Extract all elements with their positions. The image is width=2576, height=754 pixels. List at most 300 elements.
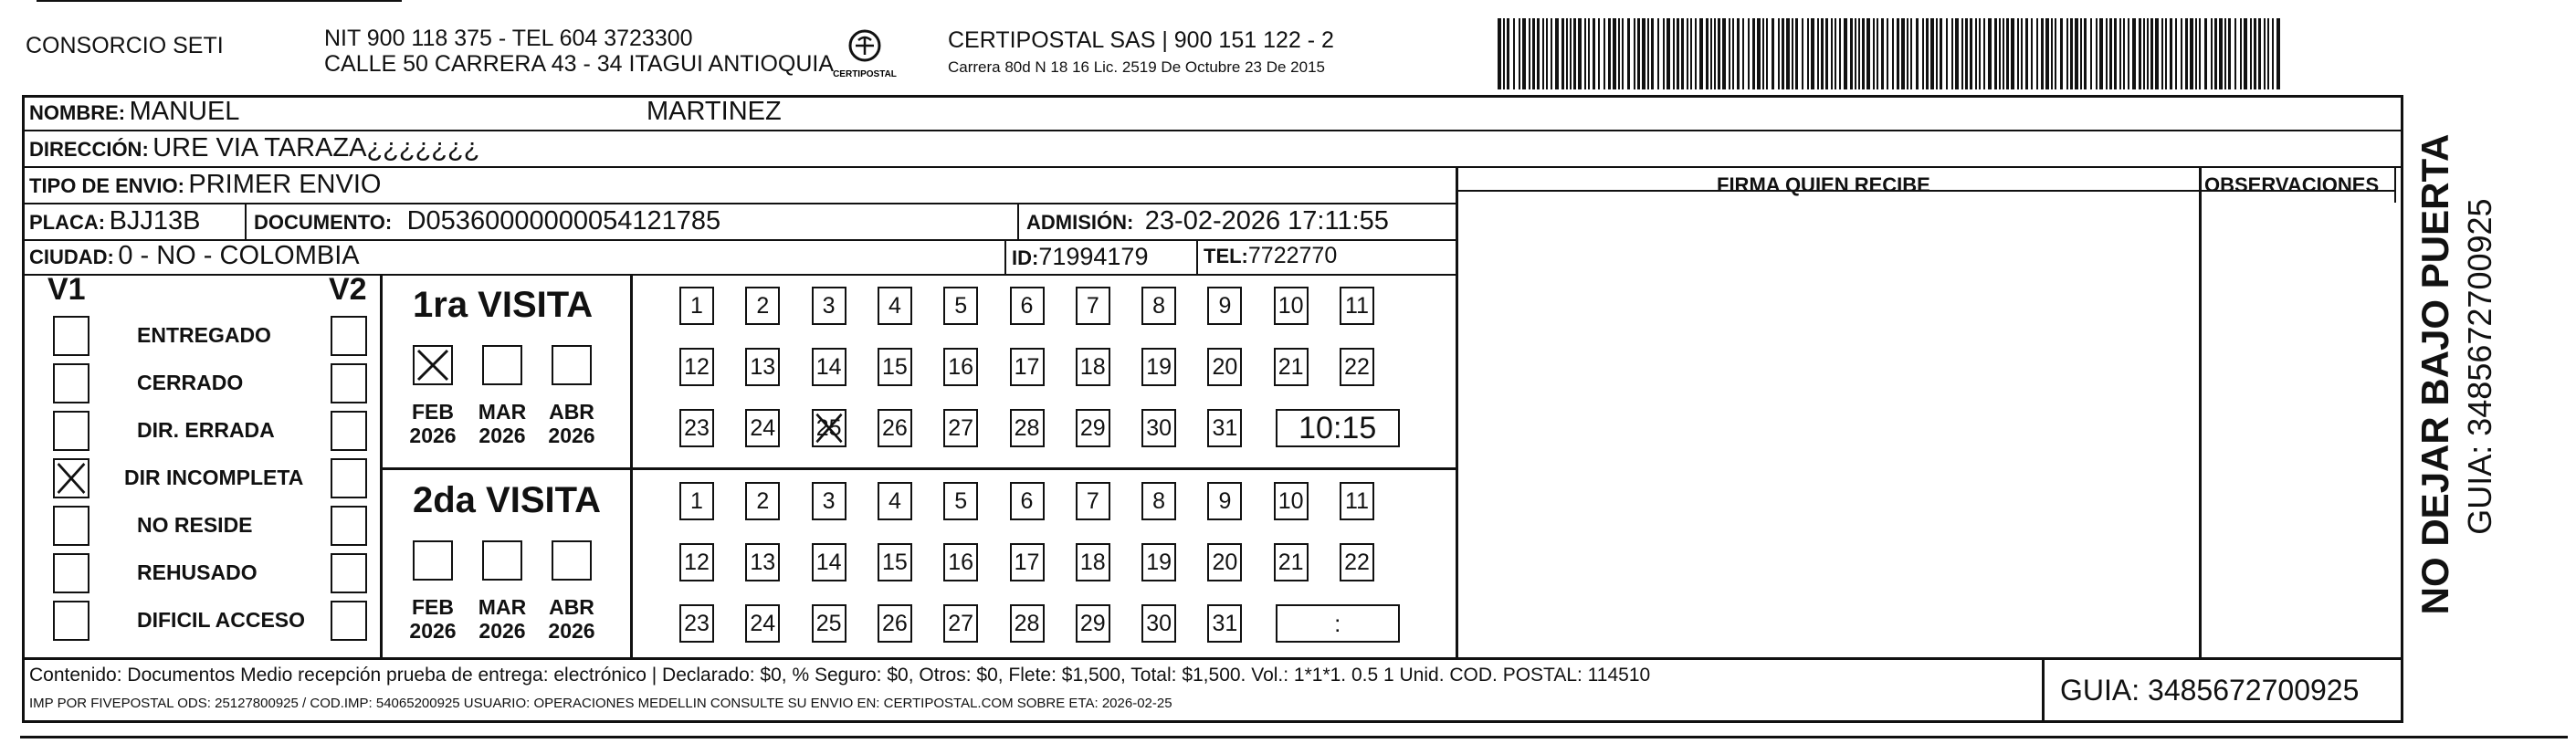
- day-number: 22: [1344, 353, 1370, 380]
- day-box[interactable]: [878, 409, 912, 447]
- barcode-bar: [2234, 18, 2236, 89]
- day-box[interactable]: [1010, 604, 1045, 643]
- month-name: ABR: [549, 400, 594, 424]
- barcode-bar: [1752, 18, 1755, 89]
- day-box[interactable]: [1076, 482, 1110, 520]
- day-box[interactable]: [1340, 287, 1374, 325]
- barcode-bar: [1551, 18, 1552, 89]
- barcode-bar: [1748, 18, 1750, 89]
- barcode-bar: [1844, 18, 1847, 89]
- barcode-bar: [2244, 18, 2247, 89]
- barcode-bar: [1657, 18, 1659, 89]
- barcode-bar: [1940, 18, 1942, 89]
- barcode: [1498, 18, 2283, 89]
- barcode-bar: [1999, 18, 2001, 89]
- day-number: 12: [684, 549, 710, 575]
- month-year: 2026: [409, 619, 457, 643]
- barcode-bar: [1994, 18, 1997, 89]
- barcode-bar: [1737, 18, 1740, 89]
- barcode-bar: [1714, 18, 1716, 89]
- day-number: 4: [888, 487, 901, 514]
- v2-checkbox[interactable]: [331, 601, 367, 641]
- v2-label: V2: [329, 272, 367, 307]
- day-box[interactable]: [1076, 543, 1110, 581]
- day-number: 13: [750, 353, 776, 380]
- barcode-bar: [1835, 18, 1836, 89]
- time-value: 10:15: [1299, 410, 1377, 445]
- month-checkbox[interactable]: [552, 540, 592, 581]
- barcode-bar: [2096, 18, 2098, 89]
- barcode-bar: [1651, 18, 1654, 89]
- day-box[interactable]: [1207, 348, 1242, 386]
- v1-checkbox[interactable]: [53, 506, 89, 546]
- day-number: 3: [822, 292, 836, 319]
- barcode-bar: [1732, 18, 1734, 89]
- barcode-bar: [1887, 18, 1888, 89]
- day-box[interactable]: [1076, 287, 1110, 325]
- barcode-bar: [2190, 18, 2193, 89]
- barcode-bar: [1901, 18, 1905, 89]
- day-box[interactable]: [679, 543, 714, 581]
- barcode-bar: [1877, 18, 1878, 89]
- documento-value: D05360000000054121785: [406, 206, 721, 236]
- day-number: 30: [1146, 610, 1172, 636]
- day-number: 22: [1344, 549, 1370, 575]
- day-number: 2: [756, 292, 770, 319]
- day-box[interactable]: [943, 409, 978, 447]
- barcode-bar: [2143, 18, 2145, 89]
- day-box[interactable]: [1010, 409, 1045, 447]
- barcode-bar: [1667, 18, 1670, 89]
- barcode-bar: [1926, 18, 1929, 89]
- barcode-bar: [1710, 18, 1712, 89]
- direccion-value: URE VIA TARAZA¿¿¿¿¿¿¿: [152, 133, 480, 162]
- direccion-label: DIRECCIÓN:: [29, 138, 149, 161]
- day-box[interactable]: [1141, 348, 1176, 386]
- barcode-bar: [2123, 18, 2125, 89]
- v1-checkbox[interactable]: [53, 553, 89, 593]
- barcode-bar: [2224, 18, 2226, 89]
- barcode-bar: [1573, 18, 1576, 89]
- row-rule: [22, 274, 1456, 276]
- day-number: 14: [815, 353, 842, 380]
- barcode-bar: [1578, 18, 1582, 89]
- row-rule: [22, 203, 1456, 204]
- barcode-bar: [1722, 18, 1726, 89]
- row-rule: [22, 130, 2403, 131]
- month-checkbox[interactable]: [482, 540, 522, 581]
- day-number: 20: [1212, 549, 1238, 575]
- barcode-bar: [1821, 18, 1824, 89]
- barcode-bar: [1766, 18, 1768, 89]
- day-box[interactable]: [1207, 482, 1242, 520]
- barcode-bar: [2228, 18, 2231, 89]
- day-box[interactable]: [1141, 287, 1176, 325]
- status-label: REHUSADO: [137, 560, 258, 584]
- logo-text: CERTIPOSTAL: [833, 69, 897, 79]
- month-name: MAR: [478, 400, 527, 424]
- barcode-bar: [2066, 18, 2068, 89]
- day-number: 31: [1212, 610, 1238, 636]
- row-rule: [22, 166, 2403, 168]
- tel-cell: [1204, 243, 1337, 269]
- day-box[interactable]: [1141, 604, 1176, 643]
- month-label: [405, 400, 460, 447]
- day-box[interactable]: [812, 482, 846, 520]
- side-warning: NO DEJAR BAJO PUERTA: [2413, 133, 2456, 615]
- barcode-bar: [1811, 18, 1814, 89]
- barcode-bar: [2175, 18, 2177, 89]
- day-number: 10: [1277, 292, 1304, 319]
- barcode-bar: [1570, 18, 1572, 89]
- obs-right-edge: [2394, 166, 2396, 203]
- day-number: 18: [1079, 353, 1106, 380]
- day-box[interactable]: [745, 409, 780, 447]
- month-checkbox[interactable]: [482, 345, 522, 385]
- day-box[interactable]: [1141, 543, 1176, 581]
- barcode-bar: [1862, 18, 1865, 89]
- footer-divider: [2042, 657, 2045, 723]
- day-number: 13: [750, 549, 776, 575]
- day-number: 16: [948, 353, 974, 380]
- admision-value: 23-02-2026 17:11:55: [1144, 206, 1389, 236]
- time-box[interactable]: [1276, 409, 1400, 447]
- time-box[interactable]: [1276, 604, 1400, 643]
- barcode-bar: [1979, 18, 1981, 89]
- company-name: CONSORCIO SETI: [26, 33, 224, 58]
- barcode-bar: [1634, 18, 1635, 89]
- day-box[interactable]: [745, 604, 780, 643]
- barcode-bar: [1961, 18, 1963, 89]
- documento-cell: [254, 206, 720, 236]
- v2-checkbox[interactable]: [331, 458, 367, 498]
- day-box[interactable]: [943, 543, 978, 581]
- day-box[interactable]: [1207, 409, 1242, 447]
- barcode-bar: [2147, 18, 2149, 89]
- day-box[interactable]: [1340, 348, 1374, 386]
- barcode-bar: [1892, 18, 1894, 89]
- day-number: 29: [1079, 610, 1106, 636]
- day-box[interactable]: [878, 604, 912, 643]
- day-box[interactable]: [878, 287, 912, 325]
- day-box[interactable]: [1274, 287, 1309, 325]
- barcode-bar: [2195, 18, 2197, 89]
- tipo-label: TIPO DE ENVIO:: [29, 174, 184, 197]
- barcode-bar: [2181, 18, 2182, 89]
- day-box[interactable]: [1010, 348, 1045, 386]
- barcode-bar: [2099, 18, 2103, 89]
- day-number: 11: [1345, 487, 1369, 514]
- cell-divider: [1017, 203, 1019, 239]
- barcode-bar: [1618, 18, 1620, 89]
- day-box[interactable]: [745, 287, 780, 325]
- status-label: DIR INCOMPLETA: [124, 466, 304, 489]
- v1-checkbox[interactable]: [53, 458, 89, 498]
- v1-checkbox[interactable]: [53, 316, 89, 356]
- day-number: 30: [1146, 414, 1172, 441]
- check-x-icon: [415, 347, 451, 383]
- barcode-bar: [2250, 18, 2252, 89]
- day-box[interactable]: [1141, 482, 1176, 520]
- barcode-bar: [1850, 18, 1853, 89]
- day-box[interactable]: [812, 409, 846, 447]
- side-guia-wrap: [2462, 119, 2498, 630]
- day-box[interactable]: [679, 409, 714, 447]
- barcode-bar: [1930, 18, 1934, 89]
- day-box[interactable]: [1340, 482, 1374, 520]
- day-number: 24: [750, 414, 776, 441]
- ciudad-value: 0 - NO - COLOMBIA: [118, 241, 360, 270]
- barcode-bar: [1593, 18, 1595, 89]
- day-number: 6: [1020, 292, 1034, 319]
- barcode-bar: [2021, 18, 2023, 89]
- barcode-bar: [1613, 18, 1616, 89]
- nombre-row: [29, 97, 239, 127]
- cell-divider: [245, 203, 247, 239]
- carrier-line: CERTIPOSTAL SAS | 900 151 122 - 2: [948, 27, 1334, 53]
- day-number: 23: [684, 414, 710, 441]
- day-number: 27: [948, 414, 974, 441]
- day-box[interactable]: [679, 348, 714, 386]
- barcode-bar: [1622, 18, 1624, 89]
- barcode-bar: [1792, 18, 1793, 89]
- barcode-bar: [2155, 18, 2159, 89]
- day-number: 6: [1020, 487, 1034, 514]
- v1-checkbox[interactable]: [53, 411, 89, 451]
- day-box[interactable]: [943, 348, 978, 386]
- day-number: 4: [888, 292, 901, 319]
- barcode-bar: [2055, 18, 2056, 89]
- barcode-bar: [2267, 18, 2269, 89]
- day-box[interactable]: [1207, 287, 1242, 325]
- barcode-bar: [1687, 18, 1688, 89]
- day-number: 12: [684, 353, 710, 380]
- barcode-bar: [1825, 18, 1828, 89]
- side-guia: GUIA: 3485672700925: [2461, 198, 2498, 535]
- day-box[interactable]: [878, 543, 912, 581]
- day-box[interactable]: [679, 604, 714, 643]
- day-number: 25: [815, 610, 842, 636]
- day-box[interactable]: [679, 287, 714, 325]
- day-number: 18: [1079, 549, 1106, 575]
- v2-checkbox[interactable]: [331, 316, 367, 356]
- month-name: ABR: [549, 595, 594, 619]
- cell-divider: [1004, 239, 1006, 274]
- day-number: 9: [1218, 487, 1232, 514]
- month-label: [475, 595, 530, 643]
- barcode-bar: [2119, 18, 2121, 89]
- day-number: 20: [1212, 353, 1238, 380]
- barcode-bar: [2264, 18, 2266, 89]
- barcode-bar: [1503, 18, 1505, 89]
- v2-checkbox[interactable]: [331, 363, 367, 403]
- day-number: 27: [948, 610, 974, 636]
- barcode-bar: [2214, 18, 2217, 89]
- barcode-bar: [1706, 18, 1709, 89]
- day-box[interactable]: [943, 287, 978, 325]
- barcode-bar: [1647, 18, 1649, 89]
- barcode-bar: [1637, 18, 1640, 89]
- barcode-bar: [1778, 18, 1780, 89]
- day-box[interactable]: [812, 348, 846, 386]
- barcode-bar: [1975, 18, 1977, 89]
- day-box[interactable]: [1141, 409, 1176, 447]
- day-box[interactable]: [943, 604, 978, 643]
- barcode-bar: [1873, 18, 1875, 89]
- day-box[interactable]: [1076, 604, 1110, 643]
- day-box[interactable]: [1076, 348, 1110, 386]
- day-box[interactable]: [812, 543, 846, 581]
- day-number: 17: [1014, 353, 1040, 380]
- month-checkbox[interactable]: [552, 345, 592, 385]
- day-number: 10: [1277, 487, 1304, 514]
- barcode-bar: [2211, 18, 2213, 89]
- time-value: :: [1334, 609, 1341, 637]
- v2-checkbox[interactable]: [331, 553, 367, 593]
- barcode-bar: [1598, 18, 1600, 89]
- admision-cell: [1026, 206, 1389, 236]
- barcode-bar: [1786, 18, 1790, 89]
- v1-checkbox[interactable]: [53, 601, 89, 641]
- nit-line: NIT 900 118 375 - TEL 604 3723300: [324, 26, 693, 51]
- barcode-bar: [1555, 18, 1559, 89]
- barcode-bar: [1627, 18, 1630, 89]
- barcode-bar: [2161, 18, 2163, 89]
- tipo-value: PRIMER ENVIO: [188, 170, 382, 199]
- v2-checkbox[interactable]: [331, 506, 367, 546]
- barcode-bar: [1831, 18, 1833, 89]
- month-label: [405, 595, 460, 643]
- placa-cell: [29, 206, 201, 236]
- barcode-bar: [1542, 18, 1544, 89]
- barcode-bar: [1897, 18, 1899, 89]
- bottom-edge-line: [20, 736, 2568, 738]
- barcode-bar: [1772, 18, 1774, 89]
- day-box[interactable]: [745, 543, 780, 581]
- id-label: ID:: [1012, 246, 1039, 269]
- barcode-bar: [1699, 18, 1703, 89]
- nombre-value: MANUEL: [129, 97, 240, 126]
- placa-value: BJJ13B: [109, 206, 201, 236]
- day-box[interactable]: [1076, 409, 1110, 447]
- month-checkbox[interactable]: [413, 345, 453, 385]
- day-box[interactable]: [1010, 482, 1045, 520]
- barcode-bar: [2150, 18, 2153, 89]
- v2-checkbox[interactable]: [331, 411, 367, 451]
- barcode-bar: [1970, 18, 1972, 89]
- day-number: 15: [881, 353, 908, 380]
- day-box[interactable]: [1010, 287, 1045, 325]
- barcode-bar: [2080, 18, 2082, 89]
- tipo-row: [29, 170, 381, 200]
- barcode-bar: [1951, 18, 1953, 89]
- day-box[interactable]: [878, 348, 912, 386]
- placa-label: PLACA:: [29, 211, 106, 234]
- day-number: 31: [1212, 414, 1238, 441]
- barcode-bar: [1946, 18, 1948, 89]
- day-box[interactable]: [745, 348, 780, 386]
- barcode-bar: [2240, 18, 2242, 89]
- barcode-bar: [2128, 18, 2129, 89]
- id-value: 71994179: [1038, 243, 1149, 270]
- month-checkbox[interactable]: [413, 540, 453, 581]
- v1-checkbox[interactable]: [53, 363, 89, 403]
- v1-label: V1: [47, 272, 86, 307]
- barcode-bar: [1663, 18, 1665, 89]
- day-box[interactable]: [745, 482, 780, 520]
- barcode-bar: [1566, 18, 1568, 89]
- barcode-bar: [2017, 18, 2019, 89]
- id-cell: [1012, 243, 1148, 271]
- barcode-bar: [1608, 18, 1611, 89]
- day-box[interactable]: [1274, 482, 1309, 520]
- check-x-icon: [55, 460, 88, 497]
- day-box[interactable]: [1274, 543, 1309, 581]
- barcode-bar: [2070, 18, 2073, 89]
- barcode-bar: [1519, 18, 1520, 89]
- barcode-bar: [2045, 18, 2049, 89]
- observaciones-header: OBSERVACIONES: [2204, 173, 2380, 196]
- barcode-bar: [2051, 18, 2053, 89]
- barcode-bar: [1839, 18, 1841, 89]
- month-name: FEB: [412, 595, 454, 619]
- month-name: MAR: [478, 595, 527, 619]
- day-box[interactable]: [943, 482, 978, 520]
- day-box[interactable]: [878, 482, 912, 520]
- day-number: 21: [1277, 353, 1304, 380]
- day-box[interactable]: [812, 287, 846, 325]
- day-number: 1: [690, 292, 703, 319]
- day-box[interactable]: [1274, 348, 1309, 386]
- status-label: DIR. ERRADA: [137, 418, 275, 442]
- barcode-bar: [1881, 18, 1884, 89]
- barcode-bar: [1673, 18, 1675, 89]
- day-number: 8: [1152, 487, 1166, 514]
- tel-value: 7722770: [1247, 243, 1338, 268]
- nombre-label: NOMBRE:: [29, 101, 126, 124]
- day-box[interactable]: [812, 604, 846, 643]
- day-box[interactable]: [1207, 604, 1242, 643]
- barcode-bar: [1507, 18, 1509, 89]
- barcode-bar: [2011, 18, 2014, 89]
- barcode-bar: [2075, 18, 2078, 89]
- month-label: [544, 400, 599, 447]
- firma-divider: [1456, 166, 1458, 659]
- direccion-row: [29, 133, 479, 163]
- month-label: [475, 400, 530, 447]
- day-box[interactable]: [1010, 543, 1045, 581]
- day-box[interactable]: [1207, 543, 1242, 581]
- month-label: [544, 595, 599, 643]
- barcode-bar: [1695, 18, 1697, 89]
- visit-title: 1ra VISITA: [413, 285, 594, 325]
- barcode-bar: [1729, 18, 1730, 89]
- obs-divider: [2199, 166, 2202, 659]
- day-box[interactable]: [1340, 543, 1374, 581]
- month-year: 2026: [409, 424, 457, 447]
- documento-label: DOCUMENTO:: [254, 211, 393, 234]
- day-box[interactable]: [679, 482, 714, 520]
- barcode-bar: [1718, 18, 1720, 89]
- barcode-bar: [1546, 18, 1548, 89]
- day-number: 1: [690, 487, 703, 514]
- barcode-bar: [1795, 18, 1798, 89]
- barcode-bar: [2219, 18, 2223, 89]
- barcode-bar: [1561, 18, 1564, 89]
- day-number: 28: [1014, 610, 1040, 636]
- cell-divider: [1196, 239, 1198, 274]
- address-line: CALLE 50 CARRERA 43 - 34 ITAGUI ANTIOQUIA: [324, 51, 835, 77]
